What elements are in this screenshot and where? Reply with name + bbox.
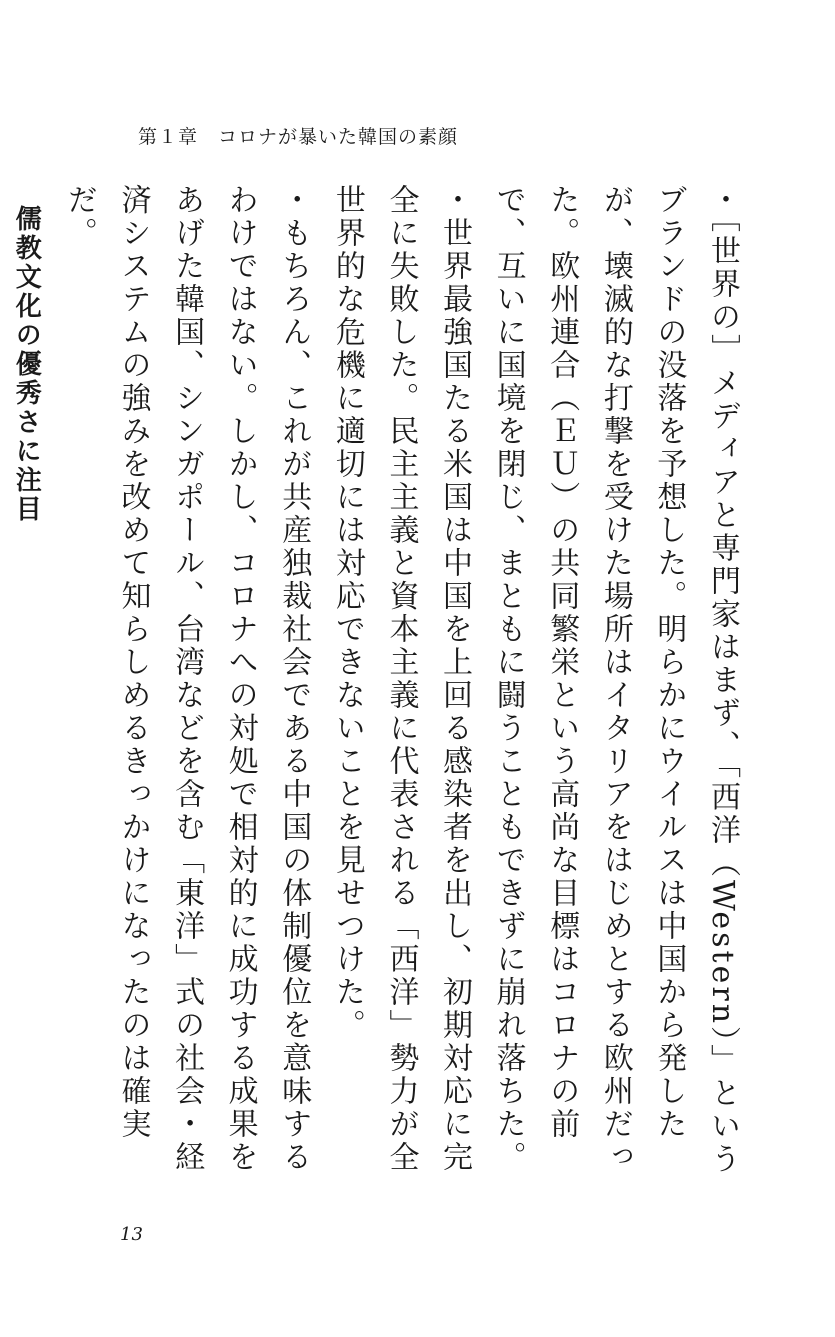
bullet-paragraph: ・世界最強国たる米国は中国を上回る感染者を出し、初期対応に完全に失敗した。民主主義と資本主義に代表される「西洋」勢力が全世界的な危機に適切には対応できないことを見せつけた。	[329, 184, 473, 1174]
section-heading: 儒教文化の優秀さに注目	[11, 204, 42, 524]
bullet-paragraph: ・［世界の］メディアと専門家はまず、「西洋（Western）」というブランドの没落を予想した。明らかにウイルスは中国から発したが、壊滅的な打撃を受けた場所はイタリアをはじめとする欧州だった。欧州連合（ＥＵ）の共同繁栄という高尚な目標はコロナの前で、互いに国境を閉じ、まともに闘うこともできずに崩れ落ちた。	[490, 184, 740, 1177]
vertical-body-text	[0, 184, 749, 1194]
page-number: 13	[120, 1224, 143, 1245]
bullet-paragraph: ・もちろん、これが共産独裁社会である中国の体制優位を意味するわけではない。しかし、コロナへの対処で相対的に成功する成果をあげた韓国、シンガポール、台湾などを含む「東洋」式の社会・経済システムの強みを改めて知らしめるきっかけになったのは確実だ。	[61, 184, 312, 1174]
running-head: 第１章 コロナが暴いた韓国の素顔	[138, 126, 459, 148]
